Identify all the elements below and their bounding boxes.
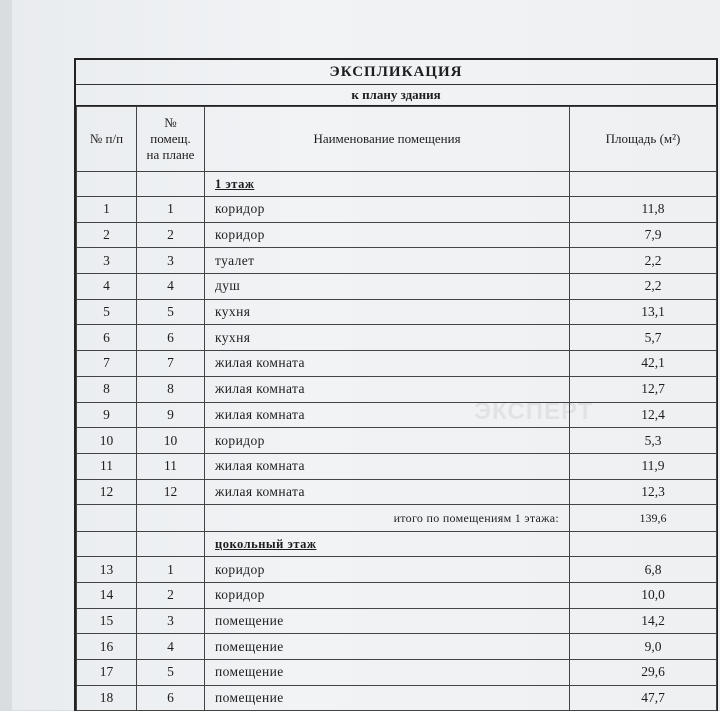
table-row xyxy=(77,453,717,479)
total-value-1: 139,6 xyxy=(570,505,717,532)
section-title-1: 1 этаж xyxy=(205,172,570,197)
room-area: 12,7 xyxy=(570,376,717,402)
room-number: 1 xyxy=(137,557,205,583)
table-row xyxy=(77,299,717,325)
room-number: 11 xyxy=(137,453,205,479)
row-number: 13 xyxy=(77,557,137,583)
watermark: ЭКСПЕРТ xyxy=(474,398,594,425)
room-number: 7 xyxy=(137,351,205,377)
room-name: жилая комната xyxy=(205,376,570,402)
room-number: 3 xyxy=(137,608,205,634)
room-name: кухня xyxy=(205,299,570,325)
header-area: Площадь (м²) xyxy=(570,107,717,172)
row-number: 10 xyxy=(77,428,137,454)
room-area: 14,2 xyxy=(570,608,717,634)
room-name: коридор xyxy=(205,557,570,583)
room-number: 2 xyxy=(137,222,205,248)
room-area: 6,8 xyxy=(570,557,717,583)
room-number: 4 xyxy=(137,634,205,660)
row-number: 18 xyxy=(77,685,137,711)
table-row xyxy=(77,222,717,248)
room-number: 10 xyxy=(137,428,205,454)
room-area: 13,1 xyxy=(570,299,717,325)
header-room-no-line1: № xyxy=(164,115,177,130)
room-number: 1 xyxy=(137,197,205,223)
row-number: 17 xyxy=(77,660,137,686)
room-area: 29,6 xyxy=(570,660,717,686)
row-number: 6 xyxy=(77,325,137,351)
table-body xyxy=(77,172,717,711)
table-row xyxy=(77,479,717,505)
room-number: 2 xyxy=(137,582,205,608)
table-row xyxy=(77,197,717,223)
room-area: 12,4 xyxy=(570,402,717,428)
header-room-no-line2: помещ. xyxy=(150,131,191,146)
room-name: коридор xyxy=(205,428,570,454)
explication-table xyxy=(76,106,717,711)
row-number: 9 xyxy=(77,402,137,428)
total-row-1 xyxy=(77,505,717,532)
table-row xyxy=(77,582,717,608)
row-number: 16 xyxy=(77,634,137,660)
room-name: жилая комната xyxy=(205,479,570,505)
room-name: коридор xyxy=(205,222,570,248)
room-name: помещение xyxy=(205,685,570,711)
row-number: 5 xyxy=(77,299,137,325)
room-area: 9,0 xyxy=(570,634,717,660)
room-name: помещение xyxy=(205,660,570,686)
header-room-no xyxy=(137,107,205,172)
row-number: 7 xyxy=(77,351,137,377)
row-number: 14 xyxy=(77,582,137,608)
room-area: 5,7 xyxy=(570,325,717,351)
room-area: 11,8 xyxy=(570,197,717,223)
row-number: 1 xyxy=(77,197,137,223)
room-number: 5 xyxy=(137,660,205,686)
table-row xyxy=(77,351,717,377)
room-name: жилая комната xyxy=(205,351,570,377)
room-name: помещение xyxy=(205,634,570,660)
table-row xyxy=(77,248,717,274)
room-number: 6 xyxy=(137,325,205,351)
row-number: 8 xyxy=(77,376,137,402)
header-name: Наименование помещения xyxy=(205,107,570,172)
total-label-1: итого по помещениям 1 этажа: xyxy=(205,505,570,532)
room-number: 3 xyxy=(137,248,205,274)
room-name: туалет xyxy=(205,248,570,274)
room-name: жилая комната xyxy=(205,402,570,428)
room-name: душ xyxy=(205,274,570,300)
room-number: 6 xyxy=(137,685,205,711)
room-number: 12 xyxy=(137,479,205,505)
room-area: 11,9 xyxy=(570,453,717,479)
row-number: 11 xyxy=(77,453,137,479)
document-subtitle: к плану здания xyxy=(76,85,716,106)
room-name: коридор xyxy=(205,582,570,608)
room-name: помещение xyxy=(205,608,570,634)
room-name: жилая комната xyxy=(205,453,570,479)
table-row xyxy=(77,608,717,634)
table-row xyxy=(77,325,717,351)
room-area: 2,2 xyxy=(570,248,717,274)
table-row xyxy=(77,557,717,583)
room-number: 8 xyxy=(137,376,205,402)
room-name: коридор xyxy=(205,197,570,223)
room-area: 2,2 xyxy=(570,274,717,300)
table-row xyxy=(77,634,717,660)
room-area: 7,9 xyxy=(570,222,717,248)
table-row xyxy=(77,274,717,300)
explication-document xyxy=(74,58,718,711)
section-title-2: цокольный этаж xyxy=(205,532,570,557)
row-number: 15 xyxy=(77,608,137,634)
row-number: 12 xyxy=(77,479,137,505)
section-row-2 xyxy=(77,532,717,557)
room-number: 9 xyxy=(137,402,205,428)
row-number: 4 xyxy=(77,274,137,300)
room-area: 42,1 xyxy=(570,351,717,377)
room-number: 5 xyxy=(137,299,205,325)
table-row xyxy=(77,376,717,402)
room-area: 10,0 xyxy=(570,582,717,608)
room-area: 47,7 xyxy=(570,685,717,711)
room-name: кухня xyxy=(205,325,570,351)
room-area: 12,3 xyxy=(570,479,717,505)
room-number: 4 xyxy=(137,274,205,300)
table-row xyxy=(77,402,717,428)
row-number: 2 xyxy=(77,222,137,248)
table-row xyxy=(77,660,717,686)
paper-sheet xyxy=(12,0,720,710)
section-row-1 xyxy=(77,172,717,197)
document-title: ЭКСПЛИКАЦИЯ xyxy=(76,60,716,85)
table-row xyxy=(77,428,717,454)
table-row xyxy=(77,685,717,711)
row-number: 3 xyxy=(77,248,137,274)
room-area: 5,3 xyxy=(570,428,717,454)
header-num: № п/п xyxy=(77,107,137,172)
header-room-no-line3: на плане xyxy=(146,147,195,162)
